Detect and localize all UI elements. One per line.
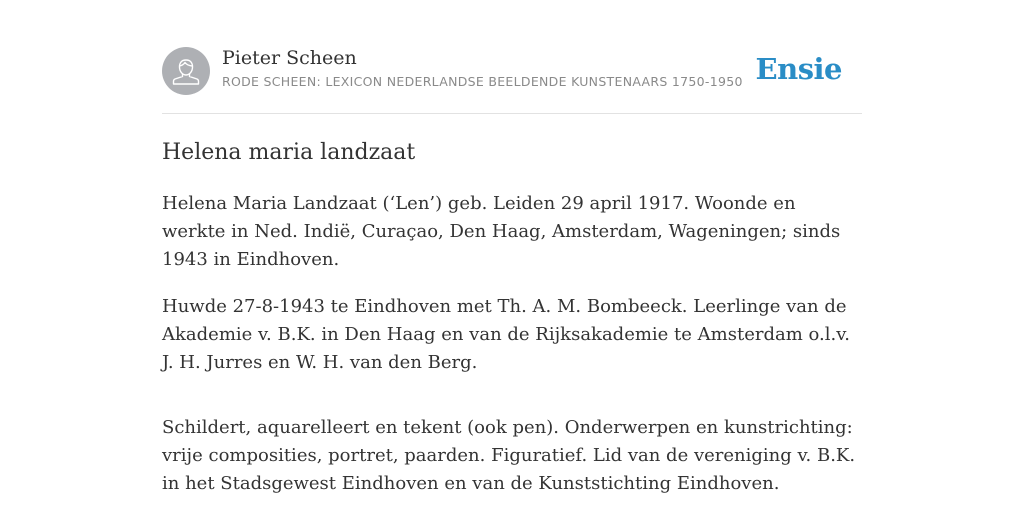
article-paragraph: Huwde 27-8-1943 te Eindhoven met Th. A. M. Bombeeck. Leerlinge van de Akademie v. B.K. in Den Haag en van de Rijksakademie te Amsterdam o.l.v. J. H. Jurres en W. H. van den Berg. <box>162 296 850 373</box>
ensie-logo[interactable]: Ensie <box>755 52 842 86</box>
author-name[interactable]: Pieter Scheen <box>222 47 357 69</box>
user-icon <box>162 47 210 95</box>
article-title: Helena maria landzaat <box>162 140 416 165</box>
header-divider <box>162 113 862 114</box>
article-paragraph: Schildert, aquarelleert en tekent (ook pen). Onderwerpen en kunstrichting: vrije composities, portret, paarden. Figuratief. Lid van de vereniging v. B.K. in het Stadsgewest Eindhoven en van de Kunststichting Eindhoven. <box>162 417 856 494</box>
source-title[interactable]: RODE SCHEEN: LEXICON NEDERLANDSE BEELDENDE KUNSTENAARS 1750-1950 <box>222 74 743 89</box>
article-header <box>162 46 862 96</box>
article-paragraph: Helena Maria Landzaat (‘Len’) geb. Leiden 29 april 1917. Woonde en werkte in Ned. Indië, Curaçao, Den Haag, Amsterdam, Wageningen; sinds 1943 in Eindhoven. <box>162 193 841 270</box>
author-avatar[interactable] <box>162 47 210 95</box>
article-card <box>162 0 862 512</box>
article-body <box>162 190 862 512</box>
